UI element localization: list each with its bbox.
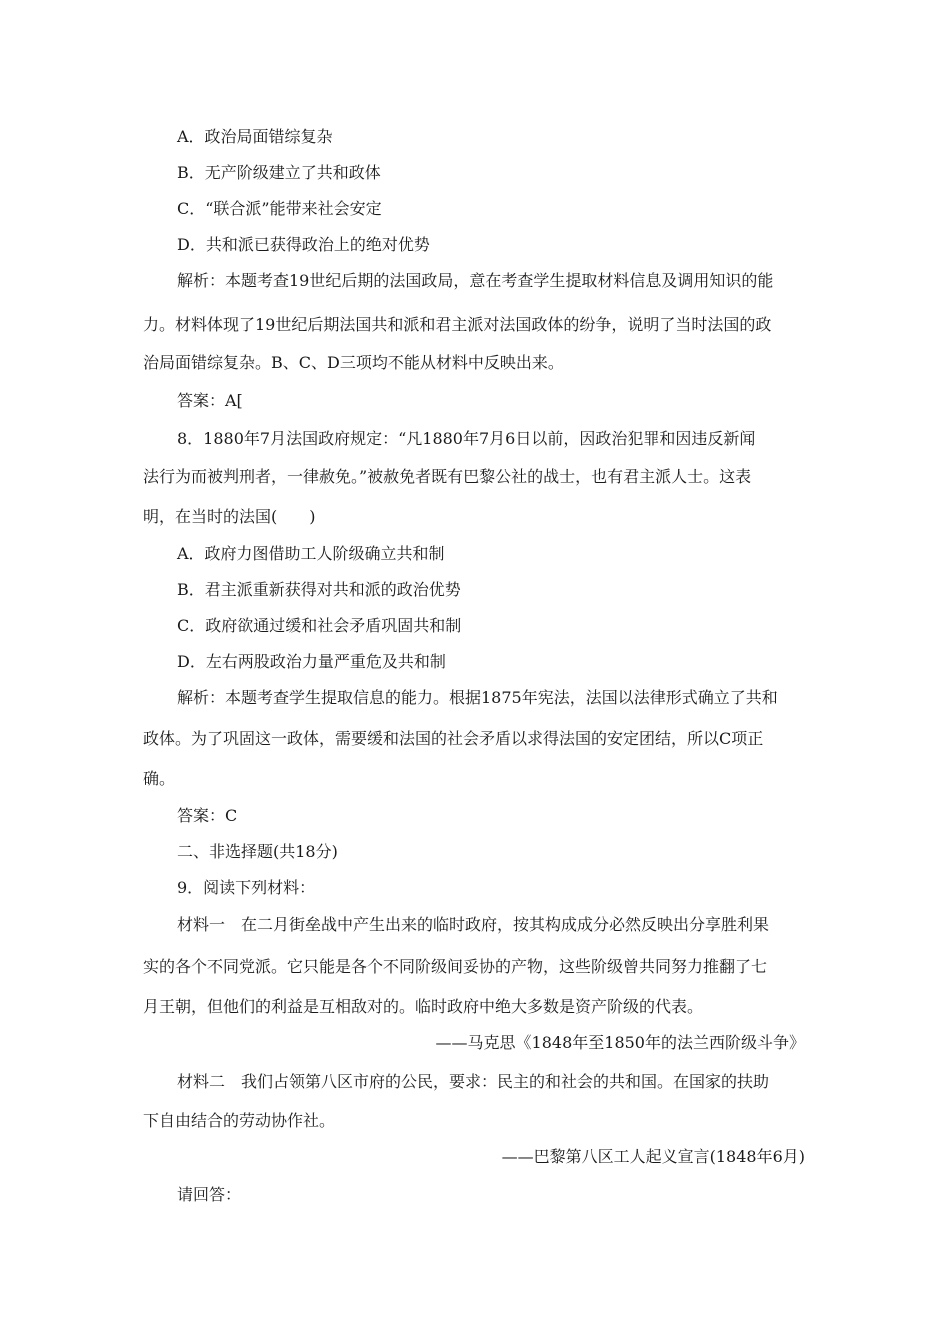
q7-option-b: B．无产阶级建立了共和政体	[177, 163, 381, 182]
q8-option-c: C．政府欲通过缓和社会矛盾巩固共和制	[177, 616, 462, 635]
material2-line: 下自由结合的劳动协作社。	[143, 1111, 336, 1130]
material1-line: 实的各个不同党派。它只能是各个不同阶级间妥协的产物，这些阶级曾共同努力推翻了七	[143, 957, 768, 976]
material1-source: ——马克思《1848年至1850年的法兰西阶级斗争》	[435, 1033, 805, 1052]
q8-analysis-line: 政体。为了巩固这一政体，需要缓和法国的社会矛盾以求得法国的安定团结，所以C项正	[143, 729, 764, 748]
q8-answer: 答案：C	[177, 806, 238, 825]
material1-line: 月王朝，但他们的利益是互相敌对的。临时政府中绝大多数是资产阶级的代表。	[143, 997, 704, 1016]
q7-answer: 答案：A[	[177, 391, 243, 410]
q8-analysis-line: 确。	[143, 769, 176, 788]
q7-option-d: D．共和派已获得政治上的绝对优势	[177, 235, 430, 254]
q9-intro: 9．阅读下列材料：	[177, 878, 316, 897]
q7-analysis-line: 解析：本题考查19世纪后期的法国政局，意在考查学生提取材料信息及调用知识的能	[177, 271, 774, 290]
q8-option-b: B．君主派重新获得对共和派的政治优势	[177, 580, 461, 599]
section-heading: 二、非选择题(共18分)	[177, 842, 338, 861]
q7-analysis-line: 力。材料体现了19世纪后期法国共和派和君主派对法国政体的纷争，说明了当时法国的政	[143, 315, 772, 334]
q8-analysis-line: 解析：本题考查学生提取信息的能力。根据1875年宪法，法国以法律形式确立了共和	[177, 688, 778, 707]
q8-stem-line: 8．1880年7月法国政府规定：“凡1880年7月6日以前，因政治犯罪和因违反新闻	[177, 429, 756, 448]
q7-option-a: A．政治局面错综复杂	[177, 127, 333, 146]
material1-line: 材料一 在二月街垒战中产生出来的临时政府，按其构成成分必然反映出分享胜利果	[177, 915, 770, 934]
material2-source: ——巴黎第八区工人起义宣言(1848年6月)	[501, 1147, 805, 1166]
q8-option-d: D．左右两股政治力量严重危及共和制	[177, 652, 446, 671]
q8-stem-line: 法行为而被判刑者，一律赦免。”被赦免者既有巴黎公社的战士，也有君主派人士。这表	[143, 467, 752, 486]
q8-stem-line: 明，在当时的法国( )	[143, 507, 316, 526]
q7-option-c: C．“联合派”能带来社会安定	[177, 199, 382, 218]
q7-analysis-line: 治局面错综复杂。B、C、D三项均不能从材料中反映出来。	[143, 353, 564, 372]
q8-option-a: A．政府力图借助工人阶级确立共和制	[177, 544, 445, 563]
question-prompt: 请回答：	[177, 1185, 242, 1204]
material2-line: 材料二 我们占领第八区市府的公民，要求：民主的和社会的共和国。在国家的扶助	[177, 1072, 770, 1091]
